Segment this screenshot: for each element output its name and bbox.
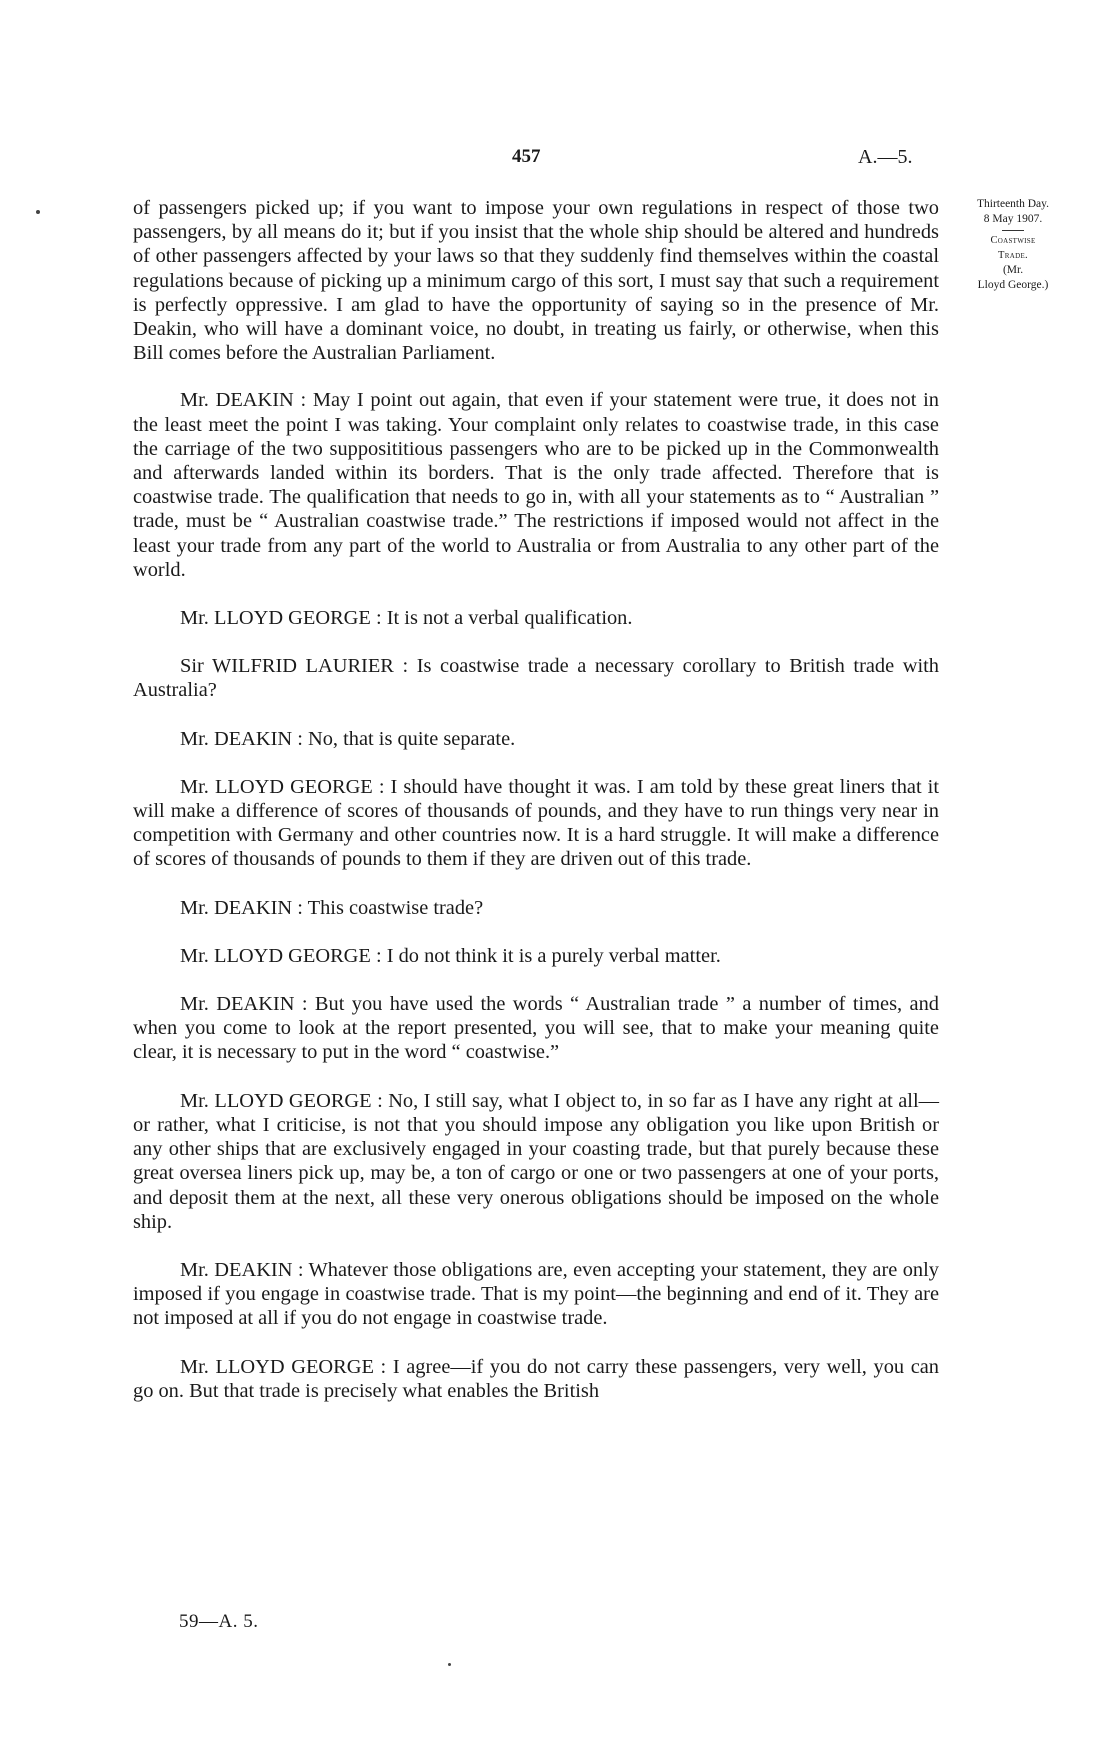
paragraph-deakin-4: Mr. DEAKIN : But you have used the words “ Australian trade ” a number of times, and when you come to look at the report presented, you will see, that to make your meaning quite clear, it is necessary to put in the word “ coastwise.” bbox=[133, 993, 939, 1064]
paragraph-deakin-3: Mr. DEAKIN : This coastwise trade? bbox=[180, 896, 484, 919]
page-number: 457 bbox=[512, 146, 541, 167]
margin-note-speaker-1: (Mr. bbox=[1002, 264, 1024, 277]
margin-note bbox=[952, 197, 1074, 293]
paragraph-lloyd-george-5: Mr. LLOYD GEORGE : I agree—if you do not carry these passengers, very well, you can go on. But that trade is precisely what enables the British bbox=[133, 1355, 939, 1402]
paragraph-deakin-5: Mr. DEAKIN : Whatever those obligations are, even accepting your statement, they are only imposed if you engage in coastwise trade. That is my point—the beginning and end of it. They are not imposed at all if you do not engage in coastwise trade. bbox=[133, 1258, 939, 1330]
scan-speck bbox=[448, 1663, 451, 1666]
paragraph-lloyd-george-3: Mr. LLOYD GEORGE : I do not think it is a purely verbal matter. bbox=[180, 944, 721, 967]
paragraph-lloyd-george-2: Mr. LLOYD GEORGE : I should have thought it was. I am told by these great liners that it will make a difference of scores of thousands of pounds, and they have to run things very near in competition with Germany and other countries now. It is a hard struggle. It will make a difference of scores of thousands of pounds to them if they are driven out of this trade. bbox=[133, 775, 939, 871]
paragraph-laurier: Sir WILFRID LAURIER : Is coastwise trade a necessary corollary to British trade with Australia? bbox=[133, 655, 939, 702]
paragraph-deakin-2: Mr. DEAKIN : No, that is quite separate. bbox=[180, 727, 516, 750]
margin-note-date: 8 May 1907. bbox=[983, 212, 1043, 225]
paragraph-continuation: of passengers picked up; if you want to impose your own regulations in respect of those two passengers, by all means do it; but if you insist that the whole ship should be altered and hundreds of other passengers affected by your laws so that they suddenly find themselves within the coastal regulations because of picking up a minimum cargo of this sort, I must say that such a requirement is perfectly oppressive. I am glad to have the opportunity of saying so in the presence of Mr. Deakin, who will have a dominant voice, no doubt, in treating us fairly, or otherwise, when this Bill comes before the Australian Parliament. bbox=[133, 197, 939, 365]
signature-mark: 59—A. 5. bbox=[179, 1611, 259, 1632]
margin-note-topic-2: Trade. bbox=[998, 249, 1028, 261]
margin-note-speaker-2: Lloyd George.) bbox=[977, 278, 1049, 291]
paragraph-lloyd-george-4: Mr. LLOYD GEORGE : No, I still say, what I object to, in so far as I have any right at all—or rather, what I criticise, is not that you should impose any obligation you like upon British or any other ships that are exclusively engaged in your coasting trade, but that purely because these great oversea liners pick up, may be, a ton of cargo or one or two passengers at one of your ports, and deposit them at the next, all these very onerous obligations should be imposed on the whole ship. bbox=[133, 1089, 939, 1233]
body-text bbox=[133, 196, 939, 1427]
paragraph-deakin-1: Mr. DEAKIN : May I point out again, that even if your statement were true, it does not in the least meet the point I was taking. Your complaint only relates to coastwise trade, in this case the carriage of the two supposititious passengers who are to be picked up in the Commonwealth and afterwards landed within its borders. That is the only trade affected. Therefore that is coastwise trade. The qualification that needs to go in, with all your statements as to “ Australian ” trade, must be “ Australian coastwise trade.” The restrictions if imposed would not affect in the least your trade from any part of the world to Australia or from Australia to any other part of the world. bbox=[133, 389, 939, 581]
margin-note-day: Thirteenth Day. bbox=[976, 198, 1050, 210]
margin-note-topic-1: Coastwise bbox=[990, 235, 1036, 247]
paragraph-lloyd-george-1: Mr. LLOYD GEORGE : It is not a verbal qualification. bbox=[180, 607, 633, 630]
scan-speck bbox=[36, 210, 40, 214]
page-header bbox=[0, 146, 1114, 176]
document-reference: A.—5. bbox=[858, 146, 913, 168]
margin-note-divider bbox=[1002, 230, 1024, 231]
